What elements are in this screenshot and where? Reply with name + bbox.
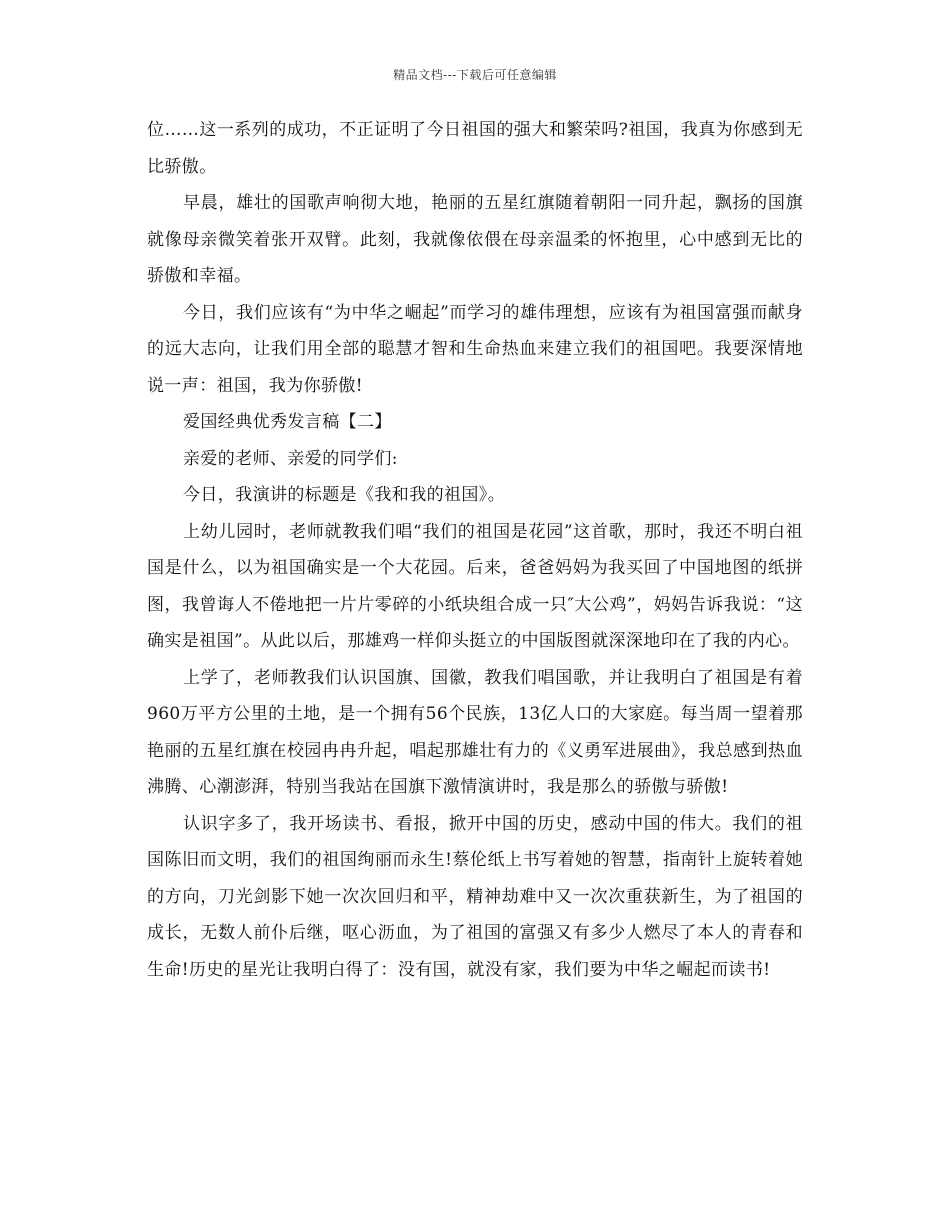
- section-title: 爱国经典优秀发言稿【二】: [183, 412, 392, 432]
- salutation: 亲爱的老师、亲爱的同学们:: [183, 448, 398, 469]
- paragraph-school: 上学了，老师教我们认识国旗、国徽，教我们唱国歌，并让我明白了祖国是有着960万平方公里的土地，是一个拥有56个民族，13亿人口的大家庭。每当周一望着那艳丽的五星红旗在校园冉冉升起，唱起那雄壮有力的《义勇军进展曲》，我总感到热血沸腾、心潮澎湃，特别当我站在国旗下激情演讲时，我是那么的骄傲与骄傲!: [147, 667, 803, 797]
- speech-topic: 今日，我演讲的标题是《我和我的祖国》。: [183, 485, 506, 505]
- paragraph-morning-flag: 早晨，雄壮的国歌声响彻大地，艳丽的五星红旗随着朝阳一同升起，飘扬的国旗就像母亲微笑着张开双臂。此刻，我就像依偎在母亲温柔的怀抱里，心中感到无比的骄傲和幸福。: [147, 193, 803, 286]
- paragraph-continuation: 位……这一系列的成功，不正证明了今日祖国的强大和繁荣吗?祖国，我真为你感到无比骄傲。: [147, 120, 803, 177]
- document-body: [147, 112, 803, 988]
- paragraph-history: 认识字多了，我开场读书、看报，掀开中国的历史，感动中国的伟大。我们的祖国陈旧而文明，我们的祖国绚丽而永生!蔡伦纸上书写着她的智慧，指南针上旋转着她的方向，刀光剑影下她一次次回归和平，精神劫难中又一次次重获新生，为了祖国的成长，无数人前仆后继，呕心沥血，为了祖国的富强又有多少人燃尽了本人的青春和生命!历史的星光让我明白得了：没有国，就没有家，我们要为中华之崛起而读书!: [147, 813, 803, 980]
- paragraph-ideal: 今日，我们应该有“为中华之崛起”而学习的雄伟理想，应该有为祖国富强而献身的远大志向，让我们用全部的聪慧才智和生命热血来建立我们的祖国吧。我要深情地说一声：祖国，我为你骄傲!: [147, 302, 803, 396]
- page-header: 精品文档---下载后可任意编辑: [393, 68, 557, 82]
- paragraph-kindergarten: 上幼儿园时，老师就教我们唱“我们的祖国是花园”这首歌，那时，我还不明白祖国是什么，以为祖国确实是一个大花园。后来，爸爸妈妈为我买回了中国地图的纸拼图，我曾诲人不倦地把一片片零碎的小纸块组合成一只″大公鸡”，妈妈告诉我说：“这确实是祖国”。从此以后，那雄鸡一样仰头挺立的中国版图就深深地印在了我的内心。: [147, 521, 803, 651]
